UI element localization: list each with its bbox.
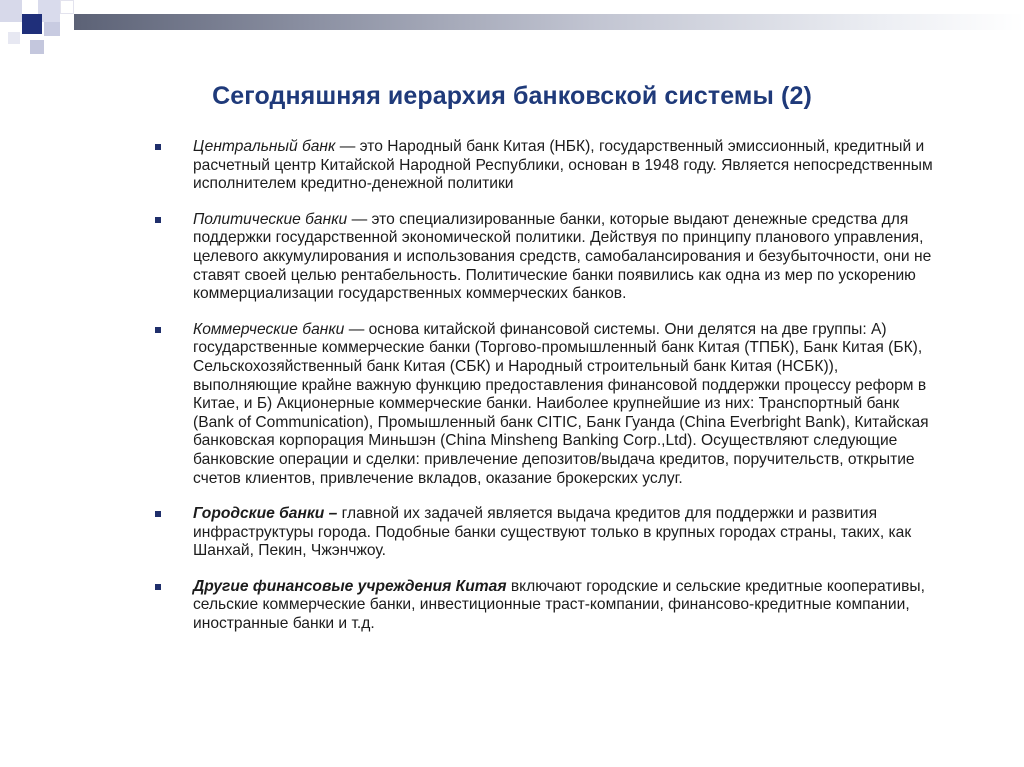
item-term: Коммерческие банки xyxy=(193,320,345,338)
item-text xyxy=(193,138,933,192)
square-bullet-icon xyxy=(155,327,161,333)
list-item-central-bank xyxy=(152,138,942,194)
bullet-list xyxy=(152,138,942,634)
decor-square xyxy=(8,32,20,44)
list-item-city-banks xyxy=(152,505,942,561)
item-term: Политические банки xyxy=(193,210,348,228)
list-item-commercial-banks xyxy=(152,321,942,488)
decor-square xyxy=(44,22,60,36)
square-bullet-icon xyxy=(155,584,161,590)
item-term: Городские банки – xyxy=(193,505,338,523)
item-body: включают городские и сельские кредитные кооперативы, сельские коммерческие банки, инвестиционные траст-компании, финансово-кредитные компании, иностранные банки и т.д. xyxy=(193,577,925,633)
item-text xyxy=(193,211,931,302)
square-bullet-icon xyxy=(155,511,161,517)
item-body: главной их задачей является выдача кредитов для поддержки и развития инфраструктуры города. Подобные банки существуют только в крупных городах страны, таких, как Шанхай, Пекин, Чжэнчжоу. xyxy=(193,505,912,560)
item-text xyxy=(193,505,911,559)
decor-square xyxy=(30,40,44,54)
decor-square xyxy=(60,0,74,14)
item-text xyxy=(193,321,929,487)
list-item-policy-banks xyxy=(152,211,942,304)
header-gradient-bar xyxy=(74,14,1024,30)
square-bullet-icon xyxy=(155,217,161,223)
list-item-other-institutions xyxy=(152,578,942,634)
item-term: Другие финансовые учреждения Китая xyxy=(193,577,507,595)
item-body: — это Народный банк Китая (НБК), государственный эмиссионный, кредитный и расчетный центр Китайской Народной Республики, основан в 1948 году. Является непосредственным исполнителем кредитно-денежной политики xyxy=(193,138,933,193)
decor-square-dark xyxy=(22,14,42,34)
item-term: Центральный банк xyxy=(193,138,336,155)
slide-title: Сегодняшняя иерархия банковской системы (2) xyxy=(212,82,812,110)
square-bullet-icon xyxy=(155,144,161,150)
item-body: — это специализированные банки, которые выдают денежные средства для поддержки государственной экономической политики. Действуя по принципу планового управления, целевого аккумулирования и использования средств, самобалансирования и безубыточности, они не ставят своей целью рентабельность. Политические банки появились как одна из мер по ускорению коммерциализации государственных коммерческих банков. xyxy=(193,210,932,303)
item-text xyxy=(193,578,925,632)
item-body: — основа китайской финансовой системы. Они делятся на две группы: А) государственные коммерческие банки (Торгово-промышленный банк Китая (ТПБК), Банк Китая (БК), Сельскохозяйственный банк Китая (СБК) и Народный строительный банк Китая (НСБК)), выполняющие крайне важную функцию предоставления финансовой поддержки процессу реформ в Китае, и Б) Акционерные коммерческие банки. Наиболее крупнейшие из них: Транспортный банк (Bank of Communication), Промышленный банк CITIC, Банк Гуанда (China Everbright Bank), Китайская банковская корпорация Миньшэн (China Minsheng Banking Corp.,Ltd). Осуществляют следующие банковские операции и сделки: привлечение депозитов/выдача кредитов, поручительств, открытие счетов клиентов, привлечение вкладов, оказание брокерских услуг. xyxy=(193,320,929,487)
decor-square xyxy=(0,0,22,22)
